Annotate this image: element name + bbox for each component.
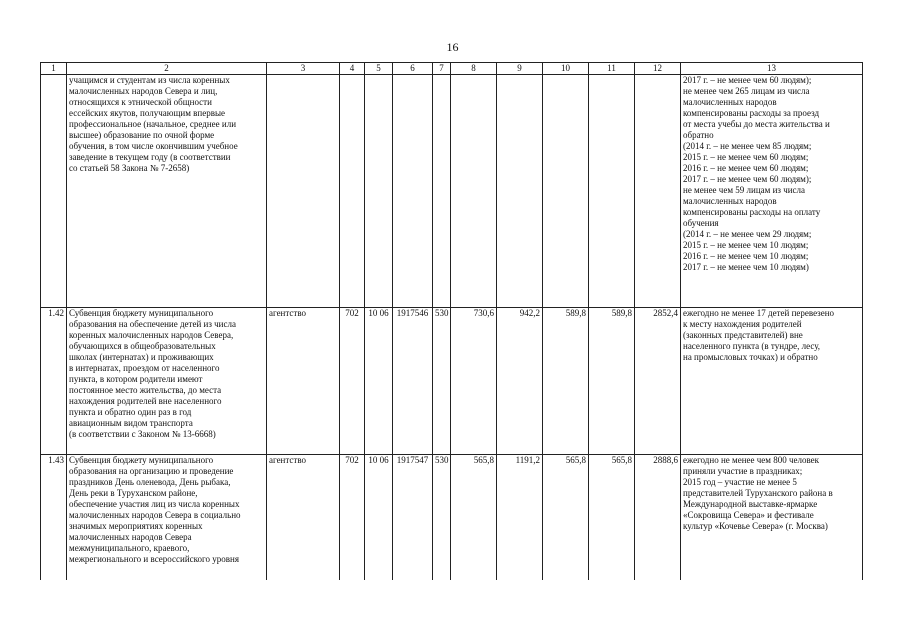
cell-amount: 589,8: [543, 308, 589, 455]
cell-grbs: 702: [340, 308, 365, 455]
column-header: 9: [497, 63, 543, 75]
cell-grbs: 702: [340, 455, 365, 581]
table-row: [41, 75, 863, 308]
column-header: 5: [365, 63, 393, 75]
measure-name: учащимся и студентам из числа коренных малочисленных народов Севера и лиц, относящихся к этнической общности ессейских якутов, получающим впервые профессиональное (начальное, среднее или высшее) образование по очной форме обучения, в том числе окончившим учебное заведение в текущем году (в соответствии со статьей 58 Закона № 7-2658): [67, 75, 267, 308]
column-header: 4: [340, 63, 365, 75]
column-header: 13: [681, 63, 863, 75]
cell-csr: 1917546: [393, 308, 433, 455]
column-header: 7: [433, 63, 451, 75]
expected-result: ежегодно не менее чем 800 человек приняли участие в праздниках; 2015 год – участие не менее 5 представителей Туруханского района в Международной выставке-ярмарке «Сокровища Севера» и фестивале культур «Кочевье Севера» (г. Москва): [681, 455, 863, 581]
column-header: 12: [635, 63, 681, 75]
column-header: 1: [41, 63, 67, 75]
expected-result: ежегодно не менее 17 детей перевезено к месту нахождения родителей (законных представителей) вне населенного пункта (в тундре, лесу, на промысловых точках) и обратно: [681, 308, 863, 455]
cell-total: 2852,4: [635, 308, 681, 455]
column-header: 10: [543, 63, 589, 75]
cell-vr: 530: [433, 308, 451, 455]
cell-rzpr: [365, 75, 393, 308]
cell-total: [635, 75, 681, 308]
cell-rzpr: 10 06: [365, 308, 393, 455]
row-number: 1.42: [41, 308, 67, 455]
cell-csr: 1917547: [393, 455, 433, 581]
cell-amount: 565,8: [589, 455, 635, 581]
table-row: [41, 308, 863, 455]
column-header: 2: [67, 63, 267, 75]
table-row: [41, 455, 863, 581]
cell-amount: 730,6: [451, 308, 497, 455]
cell-amount: [497, 75, 543, 308]
cell-amount: 589,8: [589, 308, 635, 455]
column-header: 8: [451, 63, 497, 75]
measure-name: Субвенция бюджету муниципального образования на обеспечение детей из числа коренных малочисленных народов Севера, обучающихся в общеобразовательных школах (интернатах) и проживающих в интернатах, проездом от населенного пункта, в котором родители имеют постоянное место жительства, до места нахождения родителей вне населенного пункта и обратно один раз в год авиационным видом транспорта (в соответствии с Законом № 13-6668): [67, 308, 267, 455]
cell-amount: [543, 75, 589, 308]
cell-total: 2888,6: [635, 455, 681, 581]
cell-amount: [589, 75, 635, 308]
cell-vr: [433, 75, 451, 308]
cell-amount: 942,2: [497, 308, 543, 455]
column-header: 11: [589, 63, 635, 75]
cell-amount: 565,8: [451, 455, 497, 581]
cell-csr: [393, 75, 433, 308]
cell-vr: 530: [433, 455, 451, 581]
executor: агентство: [267, 455, 340, 581]
cell-amount: 1191,2: [497, 455, 543, 581]
cell-grbs: [340, 75, 365, 308]
expected-result: 2017 г. – не менее чем 60 людям); не менее чем 265 лицам из числа малочисленных народов компенсированы расходы за проезд от места учебы до места жительства и обратно (2014 г. – не менее чем 85 людям; 2015 г. – не менее чем 60 людям; 2016 г. – не менее чем 60 людям; 2017 г. – не менее чем 60 людям); не менее чем 59 лицам из числа малочисленных народов компенсированы расходы на оплату обучения (2014 г. – не менее чем 29 людям; 2015 г. – не менее чем 10 людям; 2016 г. – не менее чем 10 людям; 2017 г. – не менее чем 10 людям): [681, 75, 863, 308]
executor: агентство: [267, 308, 340, 455]
cell-amount: [451, 75, 497, 308]
column-header: 6: [393, 63, 433, 75]
executor: [267, 75, 340, 308]
row-number: 1.43: [41, 455, 67, 581]
cell-rzpr: 10 06: [365, 455, 393, 581]
header-row: [41, 63, 863, 75]
budget-table: [40, 62, 863, 580]
page-number: 16: [446, 40, 459, 54]
measure-name: Субвенция бюджету муниципального образования на организацию и проведение праздников День оленевода, День рыбака, День реки в Туруханском районе, обеспечение участия лиц из числа коренных малочисленных народов Севера в социально значимых мероприятиях коренных малочисленных народов Севера межмуниципального, краевого, межрегионального и всероссийского уровня: [67, 455, 267, 581]
row-number: [41, 75, 67, 308]
column-header: 3: [267, 63, 340, 75]
cell-amount: 565,8: [543, 455, 589, 581]
